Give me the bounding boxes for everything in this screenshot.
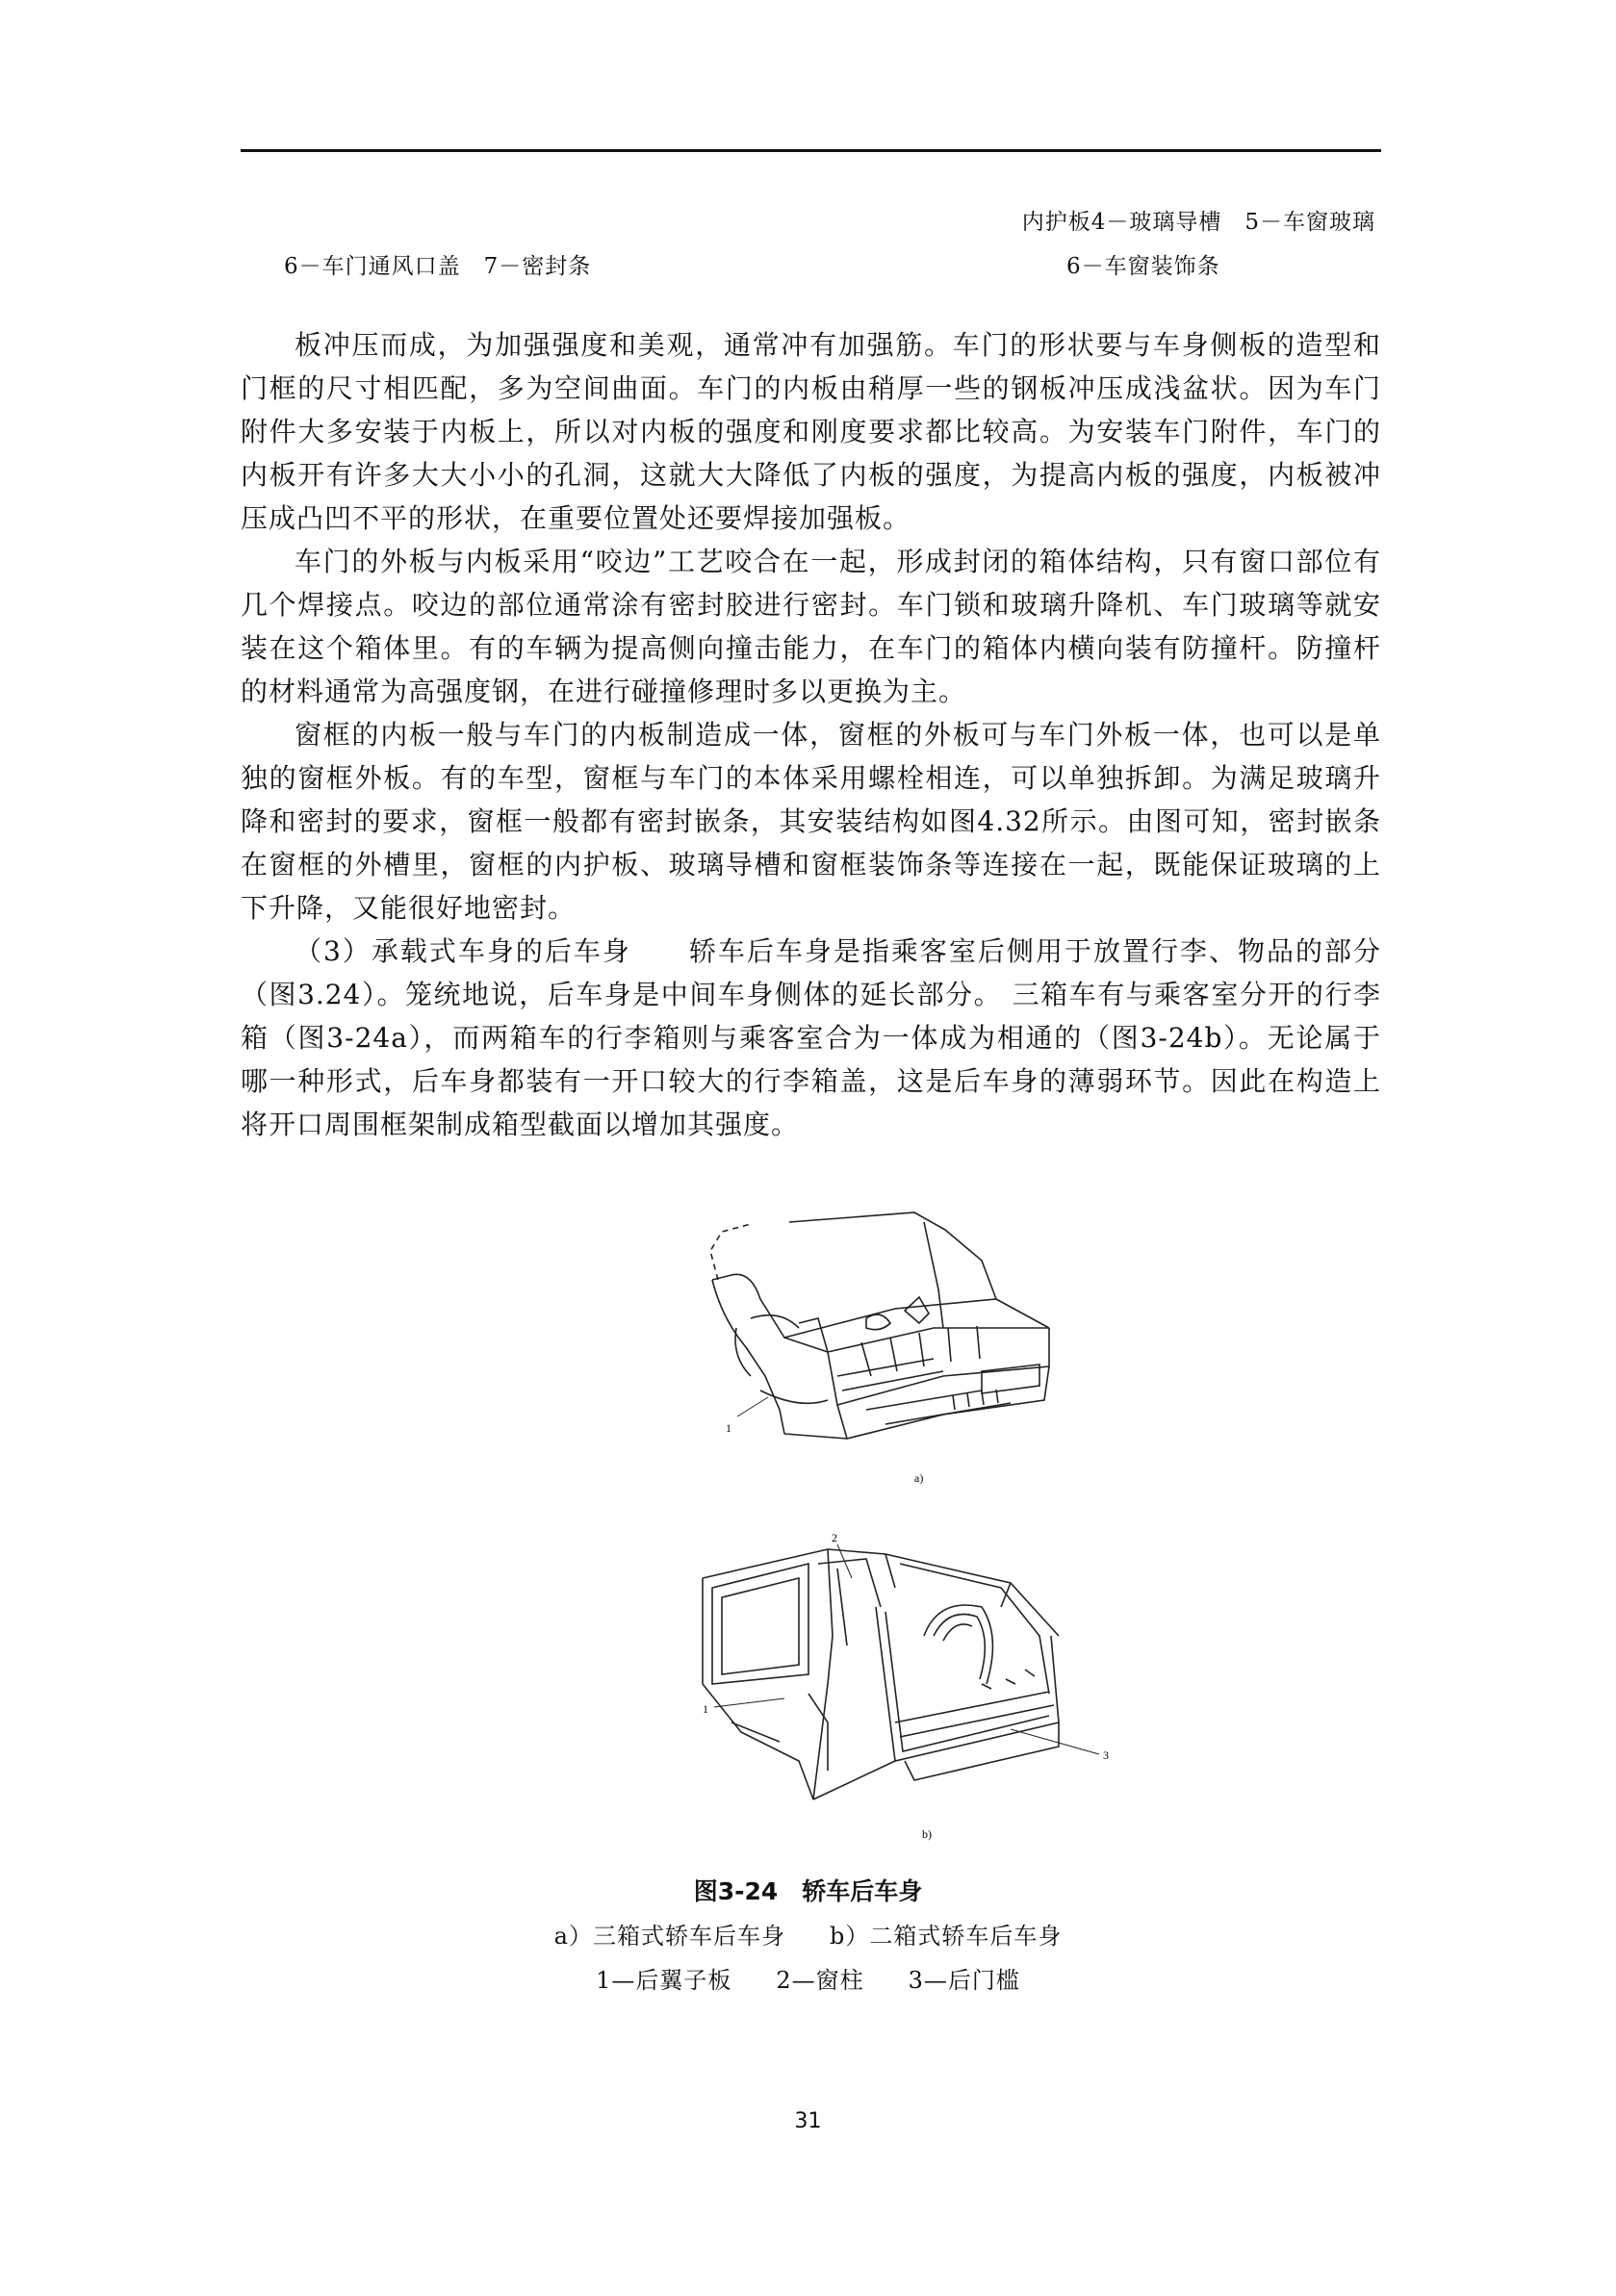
rear-body-illustration: [693, 1184, 1155, 1848]
callout-a-1: 1: [726, 1421, 731, 1435]
callout-b-2: 2: [832, 1531, 837, 1544]
wagon-rear-body-drawing: [703, 1549, 1059, 1799]
body-text: [241, 323, 1381, 1146]
legend-item-2: 2—窗柱: [776, 1967, 864, 1994]
header-rule: [241, 149, 1381, 152]
paragraph-2: 车门的外板与内板采用“咬边”工艺咬合在一起，形成封闭的箱体结构，只有窗口部位有几个焊接点。咬边的部位通常涂有密封胶进行密封。车门锁和玻璃升降机、车门玻璃等就安装在这个箱体里。有的车辆为提高侧向撞击能力，在车门的箱体内横向装有防撞杆。防撞杆的材料通常为高强度钢，在进行碰撞修理时多以更换为主。: [241, 546, 1381, 707]
legend-item-3: 3—后门槛: [908, 1967, 1020, 1994]
callout-line-a1: [737, 1397, 768, 1416]
sedan-rear-body-drawing: [710, 1212, 1049, 1439]
caption-line-1: 内护板4－玻璃导槽 5－车窗玻璃: [1021, 210, 1375, 235]
page-number: 31: [794, 2109, 822, 2133]
callout-line-b3: [1011, 1729, 1099, 1754]
figure-subtitle-a: a）三箱式轿车后车身: [553, 1923, 785, 1950]
paragraph-1: 板冲压而成，为加强强度和美观，通常冲有加强筋。车门的形状要与车身侧板的造型和门框的尺寸相匹配，多为空间曲面。车门的内板由稍厚一些的钢板冲压成浅盆状。因为车门附件大多安装于内板上，所以对内板的强度和刚度要求都比较高。为安装车门附件，车门的内板开有许多大大小小的孔洞，这就大大降低了内板的强度，为提高内板的强度，内板被冲压成凸凹不平的形状，在重要位置处还要焊接加强板。: [241, 329, 1381, 534]
callout-b-3: 3: [1103, 1748, 1109, 1762]
figure-subtitle-b: b）二箱式轿车后车身: [829, 1923, 1063, 1950]
callout-b-1: 1: [703, 1702, 708, 1716]
figure-subtitles: [0, 1917, 1616, 1951]
legend-item-1: 1—后翼子板: [596, 1967, 732, 1994]
figure-title: 图3-24 轿车后车身: [693, 1877, 923, 1905]
figure-rear-body: [693, 1184, 1155, 1848]
figure-legend: [0, 1961, 1616, 1995]
figure-label-a: a): [914, 1471, 924, 1485]
paragraph-4: （3）承载式车身的后车身 轿车后车身是指乘客室后侧用于放置行李、物品的部分（图3.24）。笼统地说，后车身是中间车身侧体的延长部分。 三箱车有与乘客室分开的行李箱（图3-24a），而两箱车的行李箱则与乘客室合为一体成为相通的（图3-24b）。无论属于哪一种形式，后车身都装有一开口较大的行李箱盖，这是后车身的薄弱环节。因此在构造上将开口周围框架制成箱型截面以增加其强度。: [241, 935, 1381, 1140]
caption-line-2-left: 6－车门通风口盖 7－密封条: [284, 254, 592, 279]
caption-line-2-right: 6－车窗装饰条: [1066, 254, 1220, 279]
figure-label-b: b): [922, 1827, 932, 1841]
callout-line-b1: [714, 1698, 784, 1707]
paragraph-3: 窗框的内板一般与车门的内板制造成一体，窗框的外板可与车门外板一体，也可以是单独的窗框外板。有的车型，窗框与车门的本体采用螺栓相连，可以单独拆卸。为满足玻璃升降和密封的要求，窗框一般都有密封嵌条，其安装结构如图4.32所示。由图可知，密封嵌条在窗框的外槽里，窗框的内护板、玻璃导槽和窗框装饰条等连接在一起，既能保证玻璃的上下升降，又能很好地密封。: [241, 719, 1381, 924]
